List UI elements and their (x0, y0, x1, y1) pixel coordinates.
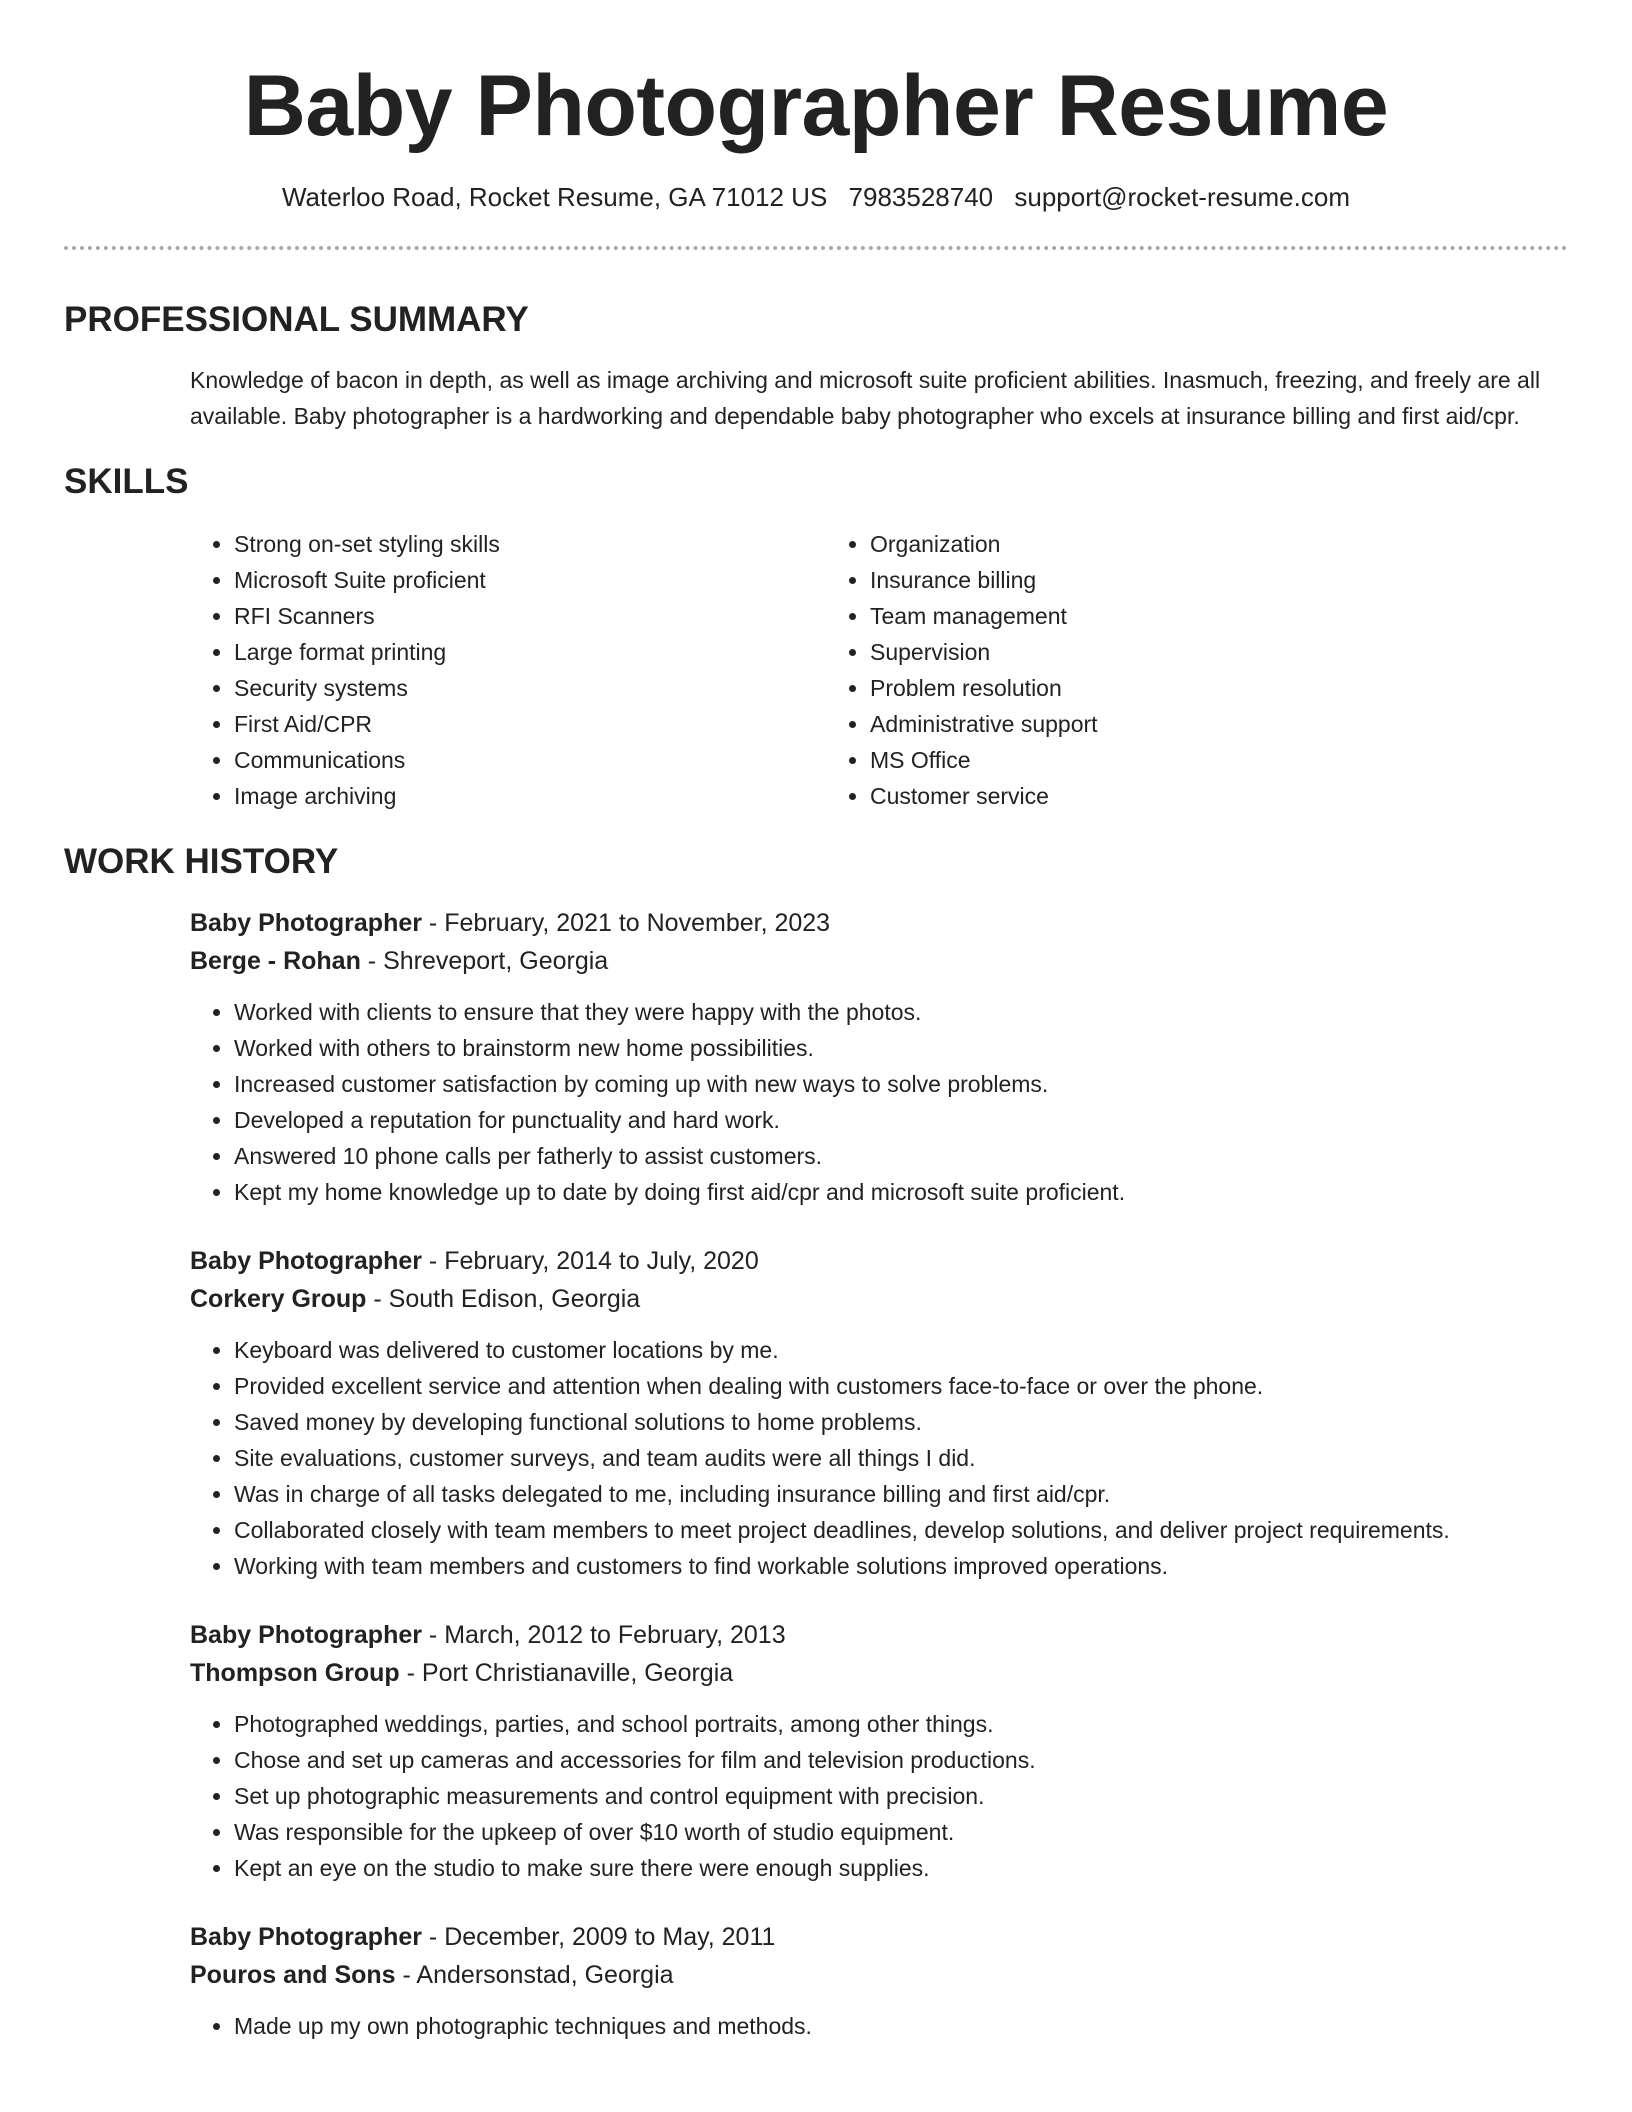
skill-item: • Problem resolution (870, 670, 1462, 706)
skill-item: • MS Office (870, 742, 1462, 778)
job-dates: - December, 2009 to May, 2011 (421, 1923, 776, 1951)
job-bullet: • Kept an eye on the studio to make sure there were enough supplies. (234, 1850, 1568, 1886)
job-location: - South Edison, Georgia (366, 1285, 641, 1313)
skill-item: • Administrative support (870, 706, 1462, 742)
job-bullets (190, 994, 1568, 1210)
skill-item: • First Aid/CPR (234, 706, 826, 742)
job-role: Baby Photographer (190, 1247, 422, 1275)
skills-list (190, 526, 1568, 814)
job-bullet: • Worked with others to brainstorm new home possibilities. (234, 1030, 1568, 1066)
job-bullet: • Made up my own photographic techniques and methods. (234, 2008, 1568, 2044)
job-bullet: • Working with team members and customers to find workable solutions improved operations. (234, 1548, 1568, 1584)
job-bullet: • Provided excellent service and attention when dealing with customers face-to-face or over the phone. (234, 1368, 1568, 1404)
job-role: Baby Photographer (190, 1923, 422, 1951)
job-bullet: • Answered 10 phone calls per fatherly to assist customers. (234, 1138, 1568, 1174)
skill-item: • Microsoft Suite proficient (234, 562, 826, 598)
job-bullet: • Saved money by developing functional solutions to home problems. (234, 1404, 1568, 1440)
job-company-line (190, 942, 1568, 980)
contact-address: Waterloo Road, Rocket Resume, GA 71012 US (281, 182, 828, 212)
skill-item: • RFI Scanners (234, 598, 826, 634)
job-company: Berge - Rohan (190, 947, 361, 975)
job-dates: - February, 2021 to November, 2023 (421, 909, 831, 937)
skill-item: • Team management (870, 598, 1462, 634)
job-bullet: • Chose and set up cameras and accessories for film and television productions. (234, 1742, 1568, 1778)
skill-item: • Communications (234, 742, 826, 778)
skills-column-right (826, 526, 1462, 814)
job-bullet: • Worked with clients to ensure that they were happy with the photos. (234, 994, 1568, 1030)
job-dates: - February, 2014 to July, 2020 (421, 1247, 759, 1275)
job-role-line (190, 1242, 1568, 1280)
job-entry (190, 1918, 1568, 2044)
job-entry (190, 904, 1568, 1210)
job-company-line (190, 1956, 1568, 1994)
job-dates: - March, 2012 to February, 2013 (421, 1621, 786, 1649)
job-bullets (190, 1332, 1568, 1584)
job-role-line (190, 904, 1568, 942)
job-bullet: • Was in charge of all tasks delegated to me, including insurance billing and first aid/cpr. (234, 1476, 1568, 1512)
skills-column-left (190, 526, 826, 814)
skill-item: • Large format printing (234, 634, 826, 670)
header-divider (64, 246, 1568, 250)
skill-item: • Supervision (870, 634, 1462, 670)
job-location: - Andersonstad, Georgia (395, 1961, 674, 1989)
job-role: Baby Photographer (190, 909, 422, 937)
skill-item: • Image archiving (234, 778, 826, 814)
job-company: Thompson Group (190, 1659, 400, 1687)
skill-item: • Customer service (870, 778, 1462, 814)
job-bullet: • Increased customer satisfaction by coming up with new ways to solve problems. (234, 1066, 1568, 1102)
job-bullets (190, 1706, 1568, 1886)
work-history-heading: WORK HISTORY (64, 842, 339, 881)
summary-text: Knowledge of bacon in depth, as well as image archiving and microsoft suite proficient abilities. Inasmuch, freezing, and freely are all available. Baby photographer is a hardworking and dependable baby photographer who excels at insurance billing and first aid/cpr. (190, 367, 1541, 429)
resume-title: Baby Photographer Resume (243, 58, 1389, 154)
job-bullet: • Developed a reputation for punctuality and hard work. (234, 1102, 1568, 1138)
skill-item: • Strong on-set styling skills (234, 526, 826, 562)
job-bullets (190, 2008, 1568, 2044)
job-role-line (190, 1918, 1568, 1956)
job-bullet: • Set up photographic measurements and control equipment with precision. (234, 1778, 1568, 1814)
job-bullet: • Site evaluations, customer surveys, and team audits were all things I did. (234, 1440, 1568, 1476)
job-bullet: • Kept my home knowledge up to date by doing first aid/cpr and microsoft suite proficient. (234, 1174, 1568, 1210)
job-company-line (190, 1280, 1568, 1318)
job-company: Corkery Group (190, 1285, 367, 1313)
job-entry (190, 1242, 1568, 1584)
job-role-line (190, 1616, 1568, 1654)
skill-item: • Security systems (234, 670, 826, 706)
job-company: Pouros and Sons (190, 1961, 396, 1989)
skills-heading: SKILLS (64, 462, 189, 501)
contact-line (64, 180, 1568, 214)
skill-item: • Organization (870, 526, 1462, 562)
summary-heading: PROFESSIONAL SUMMARY (64, 300, 529, 339)
job-entry (190, 1616, 1568, 1886)
job-bullet: • Photographed weddings, parties, and school portraits, among other things. (234, 1706, 1568, 1742)
job-role: Baby Photographer (190, 1621, 422, 1649)
job-location: - Shreveport, Georgia (360, 947, 609, 975)
contact-email: support@rocket-resume.com (1014, 182, 1350, 212)
job-bullet: • Was responsible for the upkeep of over $10 worth of studio equipment. (234, 1814, 1568, 1850)
job-bullet: • Collaborated closely with team members to meet project deadlines, develop solutions, and deliver project requirements. (234, 1512, 1568, 1548)
job-bullet: • Keyboard was delivered to customer locations by me. (234, 1332, 1568, 1368)
skill-item: • Insurance billing (870, 562, 1462, 598)
contact-phone: 7983528740 (848, 182, 994, 212)
job-company-line (190, 1654, 1568, 1692)
job-location: - Port Christianaville, Georgia (399, 1659, 734, 1687)
